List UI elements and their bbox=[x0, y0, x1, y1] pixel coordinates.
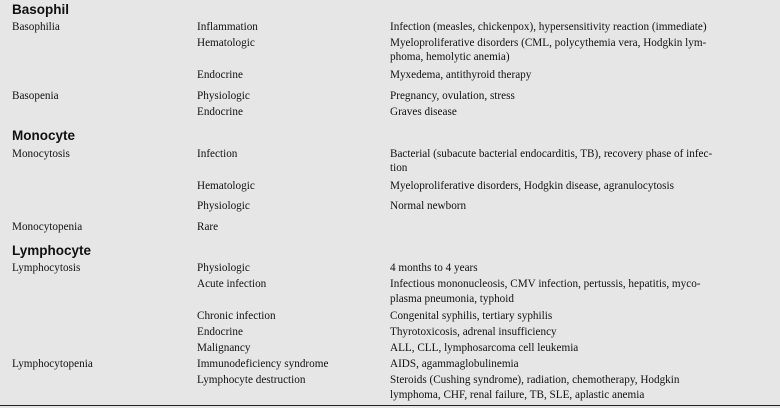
cause-cell: Myxedema, antithyroid therapy bbox=[390, 69, 532, 81]
category-cell: Lymphocyte destruction bbox=[197, 374, 306, 386]
category-cell: Physiologic bbox=[197, 262, 250, 274]
cause-cell-continued: tion bbox=[390, 162, 408, 174]
cause-cell: Steroids (Cushing syndrome), radiation, chemotherapy, Hodgkin bbox=[390, 374, 680, 386]
category-cell: Acute infection bbox=[197, 278, 267, 290]
condition-basopenia: Basopenia bbox=[12, 90, 59, 102]
cause-cell: Myeloproliferative disorders (CML, polycythemia vera, Hodgkin lym- bbox=[390, 37, 707, 49]
category-cell: Hematologic bbox=[197, 180, 255, 192]
cause-cell: Thyrotoxicosis, adrenal insufficiency bbox=[390, 326, 557, 338]
condition-lymphocytopenia: Lymphocytopenia bbox=[12, 358, 93, 370]
category-cell: Physiologic bbox=[197, 90, 250, 102]
category-cell: Chronic infection bbox=[197, 310, 276, 322]
cause-cell: Infectious mononucleosis, CMV infection, pertussis, hepatitis, myco- bbox=[390, 278, 701, 290]
section-title-basophil: Basophil bbox=[12, 2, 70, 17]
condition-monocytosis: Monocytosis bbox=[12, 148, 70, 160]
category-cell: Endocrine bbox=[197, 326, 243, 338]
section-title-lymphocyte: Lymphocyte bbox=[12, 243, 92, 258]
category-cell: Hematologic bbox=[197, 37, 255, 49]
category-cell: Inflammation bbox=[197, 21, 258, 33]
condition-basophilia: Basophilia bbox=[12, 21, 60, 33]
category-cell: Immunodeficiency syndrome bbox=[197, 358, 329, 370]
category-cell: Endocrine bbox=[197, 106, 243, 118]
cause-cell: Myeloproliferative disorders, Hodgkin disease, agranulocytosis bbox=[390, 180, 674, 192]
cause-cell: ALL, CLL, lymphosarcoma cell leukemia bbox=[390, 342, 579, 354]
cause-cell-continued: phoma, hemolytic anemia) bbox=[390, 51, 510, 63]
condition-lymphocytosis: Lymphocytosis bbox=[12, 262, 81, 274]
cause-cell: Pregnancy, ovulation, stress bbox=[390, 90, 515, 102]
cause-cell-continued: lymphoma, CHF, renal failure, TB, SLE, aplastic anemia bbox=[390, 389, 645, 401]
cause-cell: Graves disease bbox=[390, 106, 457, 118]
category-cell: Physiologic bbox=[197, 200, 250, 212]
table-bottom-rule bbox=[0, 405, 780, 406]
cause-cell: AIDS, agammaglobulinemia bbox=[390, 358, 519, 370]
category-cell: Endocrine bbox=[197, 69, 243, 81]
cause-cell-continued: plasma pneumonia, typhoid bbox=[390, 293, 514, 305]
condition-monocytopenia: Monocytopenia bbox=[12, 221, 83, 233]
cause-cell: Normal newborn bbox=[390, 200, 467, 212]
category-cell: Malignancy bbox=[197, 342, 251, 354]
cause-cell: Congenital syphilis, tertiary syphilis bbox=[390, 310, 553, 322]
category-cell: Rare bbox=[197, 221, 219, 233]
category-cell: Infection bbox=[197, 148, 238, 160]
cause-cell: 4 months to 4 years bbox=[390, 262, 478, 274]
cause-cell: Bacterial (subacute bacterial endocarditis, TB), recovery phase of infec- bbox=[390, 148, 713, 160]
section-title-monocyte: Monocyte bbox=[12, 128, 76, 143]
cause-cell: Infection (measles, chickenpox), hypersensitivity reaction (immediate) bbox=[390, 21, 707, 33]
